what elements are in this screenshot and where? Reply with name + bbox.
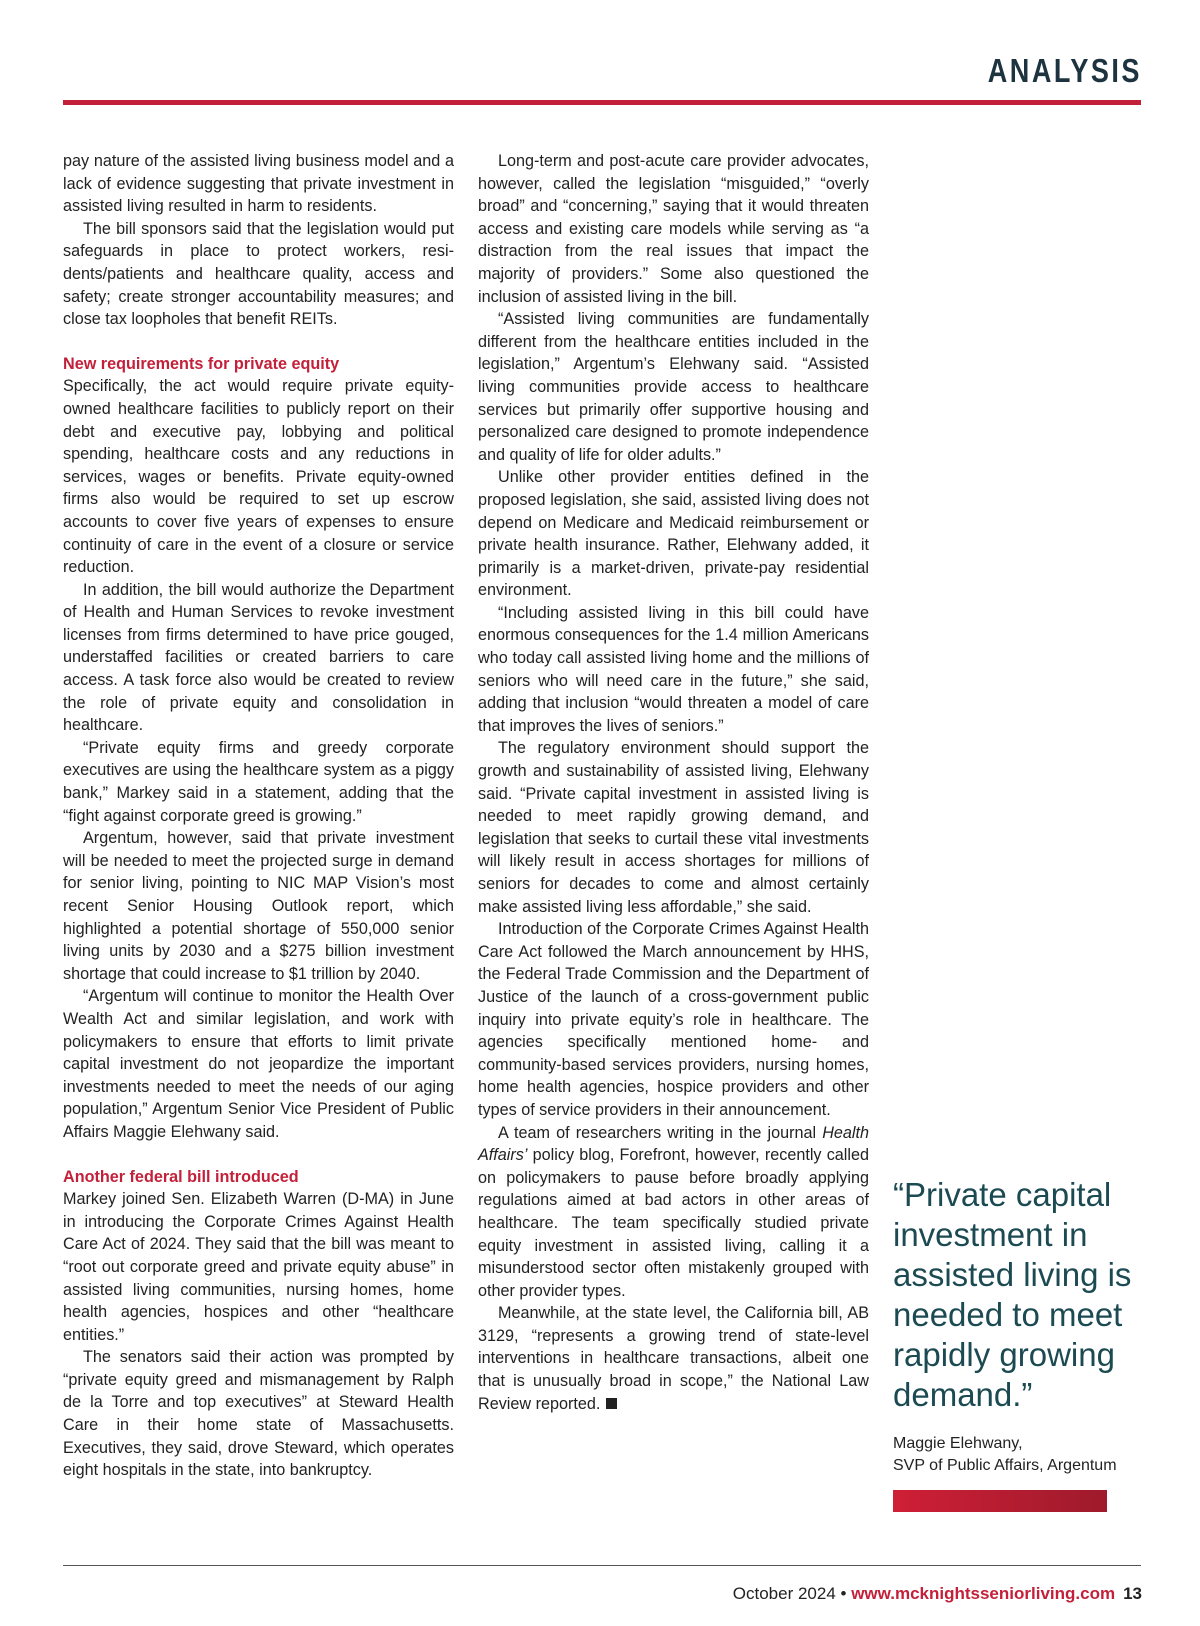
- page-footer: [733, 1583, 1142, 1605]
- section-label: ANALYSIS: [987, 52, 1142, 89]
- body-paragraph: “Private equity firms and greedy corporate executives are using the healthcare system as a piggy bank,” Markey said in a statement, adding that the “fight against corporate greed is growing.”: [63, 738, 454, 825]
- footer-rule: [63, 1565, 1141, 1566]
- page-number: 13: [1123, 1584, 1142, 1603]
- footer-date: October 2024 •: [732, 1584, 852, 1603]
- paragraph-text: policy blog, Forefront, however, recently called on policymakers to pause before broadly applying regulations aimed at bad actors in other areas of healthcare. The team specifically studied private equity investment in assisted living, calling it a misunderstood sector often mistakenly grouped with other provider types.: [478, 1146, 869, 1300]
- pull-quote: [893, 1175, 1153, 1477]
- pull-quote-accent-bar: [893, 1490, 1107, 1512]
- end-mark-icon: [606, 1398, 617, 1409]
- attribution-title: SVP of Public Affairs, Argentum: [893, 1457, 1117, 1474]
- body-paragraph: “Including assisted living in this bill could have enormous consequences for the 1.4 million Americans who today call assisted living home and the millions of seniors who will need care in the future,” she said, adding that inclusion “would threaten a model of care that improves the lives of seniors.”: [478, 603, 869, 735]
- body-paragraph: pay nature of the assisted living business model and a lack of evidence suggesting that private investment in assisted living resulted in harm to residents.: [63, 152, 454, 216]
- body-paragraph: Argentum, however, said that private investment will be needed to meet the projected surge in demand for senior living, pointing to NIC MAP Vision’s most recent Senior Housing Outlook report, which highlighted a potential shortage of 550,000 senior living units by 2030 and a $275 billion investment shortage that could increase to $1 trillion by 2040.: [63, 829, 454, 983]
- body-paragraph: The senators said their action was prompted by “private equity greed and mismanagement by Ralph de la Torre and top executives” at Steward Health Care in their home state of Massachusetts. Executives, they said, drove Steward, which operates eight hospitals in the state, into bankruptcy.: [63, 1348, 454, 1480]
- body-paragraph: “Argentum will continue to monitor the Health Over Wealth Act and similar legislation, and work with policymakers to ensure that efforts to limit private capital investment do not jeopardize the important investments needed to meet the needs of our aging population,” Argentum Senior Vice President of Public Affairs Maggie Elehwany said.: [63, 987, 454, 1141]
- subheading-federal-bill: Another federal bill introduced: [63, 1167, 299, 1186]
- attribution-name: Maggie Elehwany,: [893, 1435, 1023, 1452]
- paragraph-text: A team of researchers writing in the journal: [498, 1123, 823, 1142]
- body-paragraph: Long-term and post-acute care provider advocates, however, called the legislation “misguided,” “overly broad” and “concerning,” saying that it would threaten access and existing care models while serving as “a distraction from the real issues that impact the majority of providers.” Some also questioned the inclusion of assisted living in the bill.: [478, 152, 869, 306]
- pull-quote-text: “Private capital investment in assisted living is needed to meet rapidly growing demand.”: [893, 1176, 1132, 1413]
- body-paragraph: [478, 1302, 869, 1415]
- pull-quote-attribution: [893, 1433, 1153, 1477]
- body-paragraph: Markey joined Sen. Elizabeth Warren (D-MA) in June in introducing the Corporate Crimes Against Health Care Act of 2024. They said that the bill was meant to “root out corporate greed and private equity abuse” in assisted living communities, nursing homes, home health agencies, hospices and other “healthcare entities.”: [63, 1190, 454, 1344]
- body-paragraph: [478, 1122, 869, 1303]
- article-column-1: [63, 150, 454, 1482]
- body-paragraph: The regulatory environment should support the growth and sustainability of assisted living, Elehwany said. “Private capital investment in assisted living is needed to meet rapidly growing demand, and legislation that seeks to curtail these vital investments will likely result in access shortages for millions of seniors for decades to come and almost certainly make assisted living less affordable,” she said.: [478, 739, 869, 916]
- header-rule: [63, 100, 1141, 105]
- body-paragraph: Introduction of the Corporate Crimes Against Health Care Act followed the March announcement by HHS, the Federal Trade Commission and the Department of Justice of the launch of a cross-government public inquiry into private equity’s role in healthcare. The agencies specifically mentioned home- and community-based services providers, nursing homes, home health agencies, hospice providers and other types of service providers in their announcement.: [478, 920, 869, 1119]
- body-paragraph: “Assisted living communities are fundamentally different from the healthcare entities included in the legislation,” Argentum’s Elehwany said. “Assisted living communities provide access to healthcare services but primarily offer supportive housing and personalized care designed to promote independence and quality of life for older adults.”: [478, 310, 869, 464]
- body-paragraph: Specifically, the act would require private equity-owned healthcare facilities to publicly report on their debt and executive pay, lobbying and political spending, healthcare costs and any reductions in services, wages or benefits. Private equity-owned firms also would be required to set up escrow accounts to cover five years of expenses to ensure continuity of care in the event of a closure or service reduction.: [63, 377, 454, 577]
- body-paragraph: Unlike other provider entities defined in the proposed legislation, she said, assisted living does not depend on Medicare and Medicaid reimbursement or private health insurance. Rather, Elehwany added, it primarily is a market-driven, private-pay residential environment.: [478, 468, 869, 600]
- journal-name: Health Affairs’: [478, 1123, 869, 1165]
- paragraph-text: Meanwhile, at the state level, the California bill, AB 3129, “represents a growing trend of state-level interventions in healthcare transactions, albeit one that is unusually broad in scope,” the National Law Review reported.: [478, 1304, 869, 1413]
- subheading-private-equity: New requirements for private equity: [63, 354, 340, 373]
- footer-url-link[interactable]: www.mcknightsseniorliving.com: [851, 1584, 1116, 1603]
- body-paragraph: In addition, the bill would authorize the Department of Health and Human Services to revoke investment licenses from firms determined to have price gouged, understaffed facilities or created barriers to care access. A task force also would be created to review the role of private equity and consolidation in healthcare.: [63, 580, 454, 735]
- article-column-2: [478, 150, 869, 1415]
- body-paragraph: The bill sponsors said that the legislation would put safeguards in place to protect workers, residents/patients and healthcare quality, access and safety; create stronger accountability measures; and close tax loopholes that benefit REITs.: [63, 219, 454, 329]
